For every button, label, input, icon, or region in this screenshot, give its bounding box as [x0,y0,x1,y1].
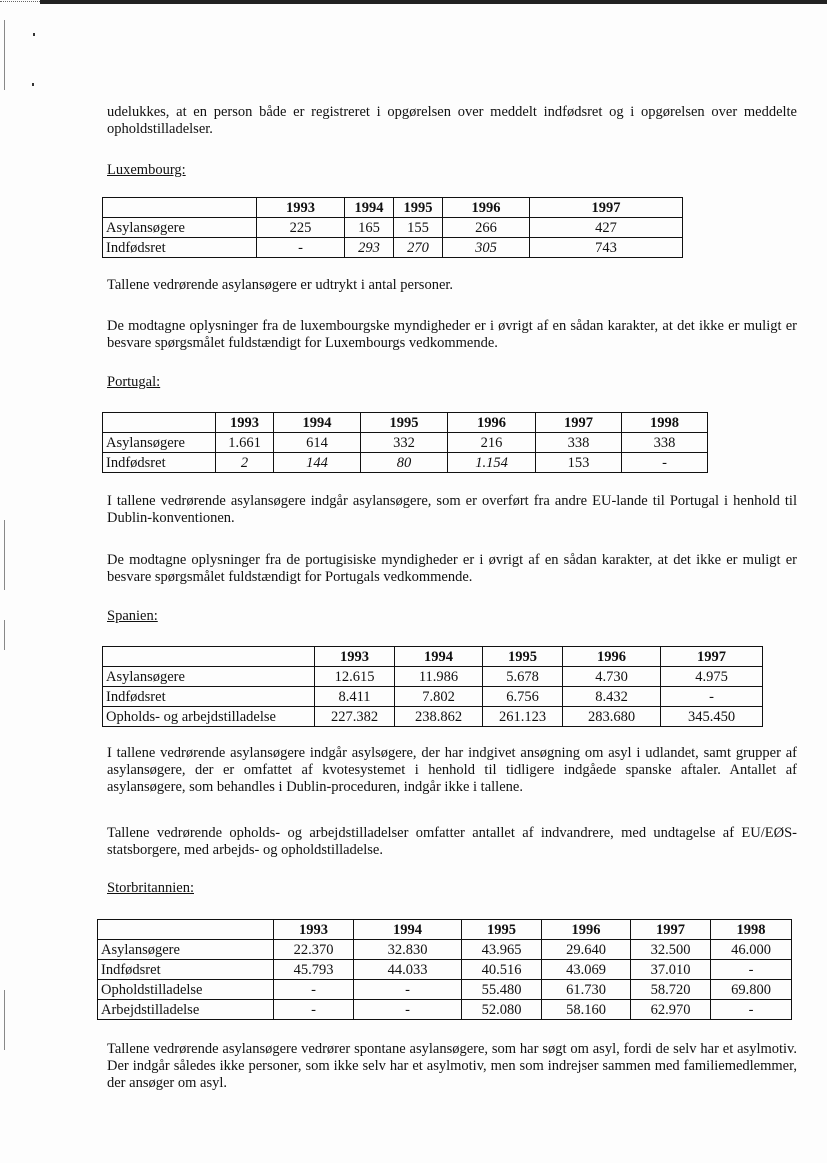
scan-margin-mark [4,620,5,650]
table-cell: 165 [345,218,394,238]
table-cell: 62.970 [631,1000,711,1020]
year-header: 1998 [711,920,792,940]
table-cell: 55.480 [462,980,542,1000]
section-heading-portugal: Portugal: [107,374,161,390]
table-cell: 69.800 [711,980,792,1000]
table-cell: 238.862 [395,707,483,727]
table-cell: - [274,980,354,1000]
year-header: 1995 [361,413,448,433]
table-cell: 5.678 [483,667,563,687]
table-cell: - [711,960,792,980]
table-cell: 43.069 [542,960,631,980]
row-label: Indfødsret [103,453,216,473]
table-corner-cell [103,647,315,667]
row-label: Asylansøgere [103,218,257,238]
table-cell: 427 [530,218,683,238]
scan-margin-mark [4,520,5,590]
year-header: 1998 [622,413,708,433]
table-header-row [103,413,708,433]
year-header: 1996 [448,413,536,433]
table-cell: 52.080 [462,1000,542,1020]
spain-table [102,646,763,727]
table-cell: - [711,1000,792,1020]
year-header: 1997 [530,198,683,218]
table-cell: 58.160 [542,1000,631,1020]
spain-note-2: Tallene vedrørende opholds- og arbejdstilladelser omfatter antallet af indvandrere, med undtagelse af EU/EØS-statsborgere, med arbejds- og opholdstilladelse. [107,825,797,858]
year-header: 1993 [315,647,395,667]
table-cell: 345.450 [661,707,763,727]
table-row [98,960,792,980]
luxembourg-note-2: De modtagne oplysninger fra de luxembourgske myndigheder er i øvrigt af en sådan karakter, at det ikke er muligt er besvare spørgsmålet fuldstændigt for Luxembourgs vedkommende. [107,318,797,351]
table-cell: 305 [443,238,530,258]
year-header: 1994 [274,413,361,433]
row-label: Indfødsret [103,238,257,258]
table-row [103,218,683,238]
table-cell: 153 [536,453,622,473]
table-corner-cell [103,198,257,218]
table-cell: 12.615 [315,667,395,687]
table-row [98,980,792,1000]
row-label: Opholds- og arbejdstilladelse [103,707,315,727]
table-cell: 32.830 [354,940,462,960]
year-header: 1996 [563,647,661,667]
scan-speck [33,33,35,36]
row-label: Arbejdstilladelse [98,1000,274,1020]
table-cell: 4.975 [661,667,763,687]
scan-top-border [40,0,827,4]
table-cell: 32.500 [631,940,711,960]
table-cell: 293 [345,238,394,258]
table-cell: 8.411 [315,687,395,707]
section-heading-luxembourg: Luxembourg: [107,162,186,178]
table-row [103,453,708,473]
table-header-row [98,920,792,940]
table-cell: 144 [274,453,361,473]
table-cell: 61.730 [542,980,631,1000]
table-cell: - [661,687,763,707]
table-cell: 270 [394,238,443,258]
scan-margin-mark [4,990,5,1050]
section-heading-spain: Spanien: [107,608,158,624]
table-row [103,687,763,707]
year-header: 1995 [483,647,563,667]
table-cell: 225 [257,218,345,238]
year-header: 1993 [257,198,345,218]
table-cell: 8.432 [563,687,661,707]
table-cell: 44.033 [354,960,462,980]
intro-paragraph: udelukkes, at en person både er registreret i opgørelsen over meddelt indfødsret og i opgørelsen over meddelte opholdstilladelser. [107,104,797,137]
year-header: 1994 [354,920,462,940]
spain-note-1: I tallene vedrørende asylansøgere indgår asylsøgere, der har indgivet ansøgning om asyl i udlandet, samt grupper af asylansøgere, der er omfattet af kvotesystemet i henhold til tidligere indgåede spanske aftaler. Antallet af asylansøgere, som behandles i Dublin-proceduren, indgår ikke i tallene. [107,745,797,795]
table-cell: 45.793 [274,960,354,980]
table-corner-cell [103,413,216,433]
section-heading-uk: Storbritannien: [107,880,194,896]
table-cell: 4.730 [563,667,661,687]
row-label: Indfødsret [98,960,274,980]
row-label: Opholdstilladelse [98,980,274,1000]
table-cell: 7.802 [395,687,483,707]
table-cell: 266 [443,218,530,238]
row-label: Asylansøgere [103,433,216,453]
year-header: 1994 [395,647,483,667]
year-header: 1993 [274,920,354,940]
scan-top-dots [0,1,40,2]
table-cell: 261.123 [483,707,563,727]
table-cell: 22.370 [274,940,354,960]
table-cell: 46.000 [711,940,792,960]
table-cell: 11.986 [395,667,483,687]
table-header-row [103,647,763,667]
table-cell: 37.010 [631,960,711,980]
scan-speck [32,83,34,86]
luxembourg-note-1: Tallene vedrørende asylansøgere er udtrykt i antal personer. [107,277,454,293]
table-row [103,707,763,727]
portugal-note-1: I tallene vedrørende asylansøgere indgår asylansøgere, som er overført fra andre EU-lande til Portugal i henhold til Dublin-konventionen. [107,493,797,526]
year-header: 1997 [536,413,622,433]
table-cell: 283.680 [563,707,661,727]
table-cell: 614 [274,433,361,453]
table-cell: 155 [394,218,443,238]
table-cell: - [274,1000,354,1020]
table-cell: 338 [622,433,708,453]
table-cell: 216 [448,433,536,453]
table-cell: 29.640 [542,940,631,960]
year-header: 1995 [394,198,443,218]
year-header: 1997 [631,920,711,940]
table-cell: 6.756 [483,687,563,707]
table-cell: 43.965 [462,940,542,960]
portugal-note-2: De modtagne oplysninger fra de portugisiske myndigheder er i øvrigt af en sådan karakter, at det ikke er muligt er besvare spørgsmålet fuldstændigt for Portugals vedkommende. [107,552,797,585]
year-header: 1997 [661,647,763,667]
uk-table [97,919,792,1020]
year-header: 1995 [462,920,542,940]
table-row [103,433,708,453]
table-row [98,1000,792,1020]
table-row [103,238,683,258]
year-header: 1994 [345,198,394,218]
row-label: Indfødsret [103,687,315,707]
table-cell: 1.661 [216,433,274,453]
table-cell: 338 [536,433,622,453]
table-cell: 80 [361,453,448,473]
table-cell: 743 [530,238,683,258]
table-header-row [103,198,683,218]
table-cell: - [354,980,462,1000]
table-cell: - [354,1000,462,1020]
table-row [103,667,763,687]
row-label: Asylansøgere [98,940,274,960]
table-cell: - [622,453,708,473]
table-row [98,940,792,960]
year-header: 1996 [443,198,530,218]
year-header: 1993 [216,413,274,433]
table-cell: 40.516 [462,960,542,980]
year-header: 1996 [542,920,631,940]
table-cell: 58.720 [631,980,711,1000]
table-cell: 332 [361,433,448,453]
scan-margin-mark [4,20,5,90]
table-cell: 2 [216,453,274,473]
portugal-table [102,412,708,473]
uk-note-1: Tallene vedrørende asylansøgere vedrører spontane asylansøgere, som har søgt om asyl, fordi de selv har et asylmotiv. Der indgår således ikke personer, som ikke selv har et asylmotiv, men som indrejser sammen med familiemedlemmer, der ansøger om asyl. [107,1041,797,1091]
row-label: Asylansøgere [103,667,315,687]
luxembourg-table [102,197,683,258]
table-cell: 1.154 [448,453,536,473]
table-corner-cell [98,920,274,940]
table-cell: - [257,238,345,258]
table-cell: 227.382 [315,707,395,727]
